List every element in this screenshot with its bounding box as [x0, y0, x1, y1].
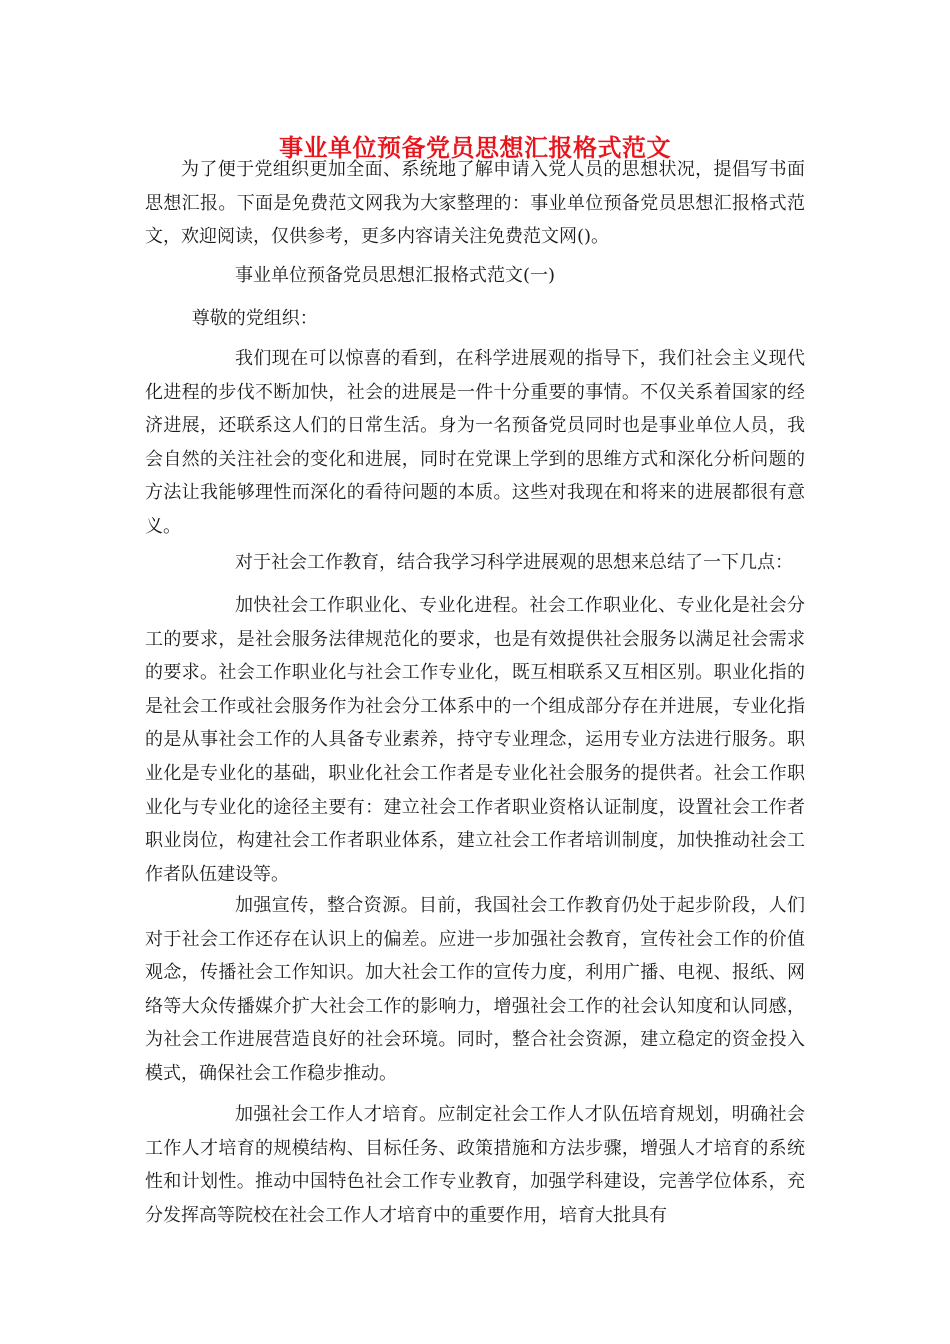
body-paragraph: 对于社会工作教育，结合我学习科学进展观的思想来总结了一下几点： [235, 552, 793, 573]
body-paragraph: 加强社会工作人才培育。应制定社会工作人才队伍培育规划，明确社会工作人才培育的规模结构、目标任务、政策措施和方法步骤，增强人才培育的系统性和计划性。推动中国特色社会工作专业教育，加强学科建设，完善学位体系，充分发挥高等院校在社会工作人才培育中的重要作用，培育大批具有 [145, 1104, 805, 1226]
salutation: 尊敬的党组织： [191, 308, 318, 329]
intro-paragraph: 为了便于党组织更加全面、系统地了解申请入党人员的思想状况，提倡写书面思想汇报。下面是免费范文网我为大家整理的：事业单位预备党员思想汇报格式范文，欢迎阅读，仅供参考，更多内容请关注免费范文网()。 [145, 159, 805, 248]
body-paragraph: 我们现在可以惊喜的看到，在科学进展观的指导下，我们社会主义现代化进程的步伐不断加快，社会的进展是一件十分重要的事情。不仅关系着国家的经济进展，还联系这人们的日常生活。身为一名预备党员同时也是事业单位人员，我会自然的关注社会的变化和进展，同时在党课上学到的思维方式和深化分析问题的方法让我能够理性而深化的看待问题的本质。这些对我现在和将来的进展都很有意义。 [145, 348, 805, 537]
document-title: 事业单位预备党员思想汇报格式范文 [279, 134, 671, 163]
body-paragraph: 加强宣传，整合资源。目前，我国社会工作教育仍处于起步阶段，人们对于社会工作还存在认识上的偏差。应进一步加强社会教育，宣传社会工作的价值观念，传播社会工作知识。加大社会工作的宣传力度，利用广播、电视、报纸、网络等大众传播媒介扩大社会工作的影响力，增强社会工作的社会认知度和认同感，为社会工作进展营造良好的社会环境。同时，整合社会资源，建立稳定的资金投入模式，确保社会工作稳步推动。 [145, 895, 805, 1084]
section-subtitle: 事业单位预备党员思想汇报格式范文(一) [235, 265, 556, 286]
body-paragraph: 加快社会工作职业化、专业化进程。社会工作职业化、专业化是社会分工的要求，是社会服务法律规范化的要求，也是有效提供社会服务以满足社会需求的要求。社会工作职业化与社会工作专业化，既互相联系又互相区别。职业化指的是社会工作或社会服务作为社会分工体系中的一个组成部分存在并进展，专业化指的是从事社会工作的人具备专业素养，持守专业理念，运用专业方法进行服务。职业化是专业化的基础，职业化社会工作者是专业化社会服务的提供者。社会工作职业化与专业化的途径主要有：建立社会工作者职业资格认证制度，设置社会工作者职业岗位，构建社会工作者职业体系，建立社会工作者培训制度，加快推动社会工作者队伍建设等。 [145, 595, 805, 885]
